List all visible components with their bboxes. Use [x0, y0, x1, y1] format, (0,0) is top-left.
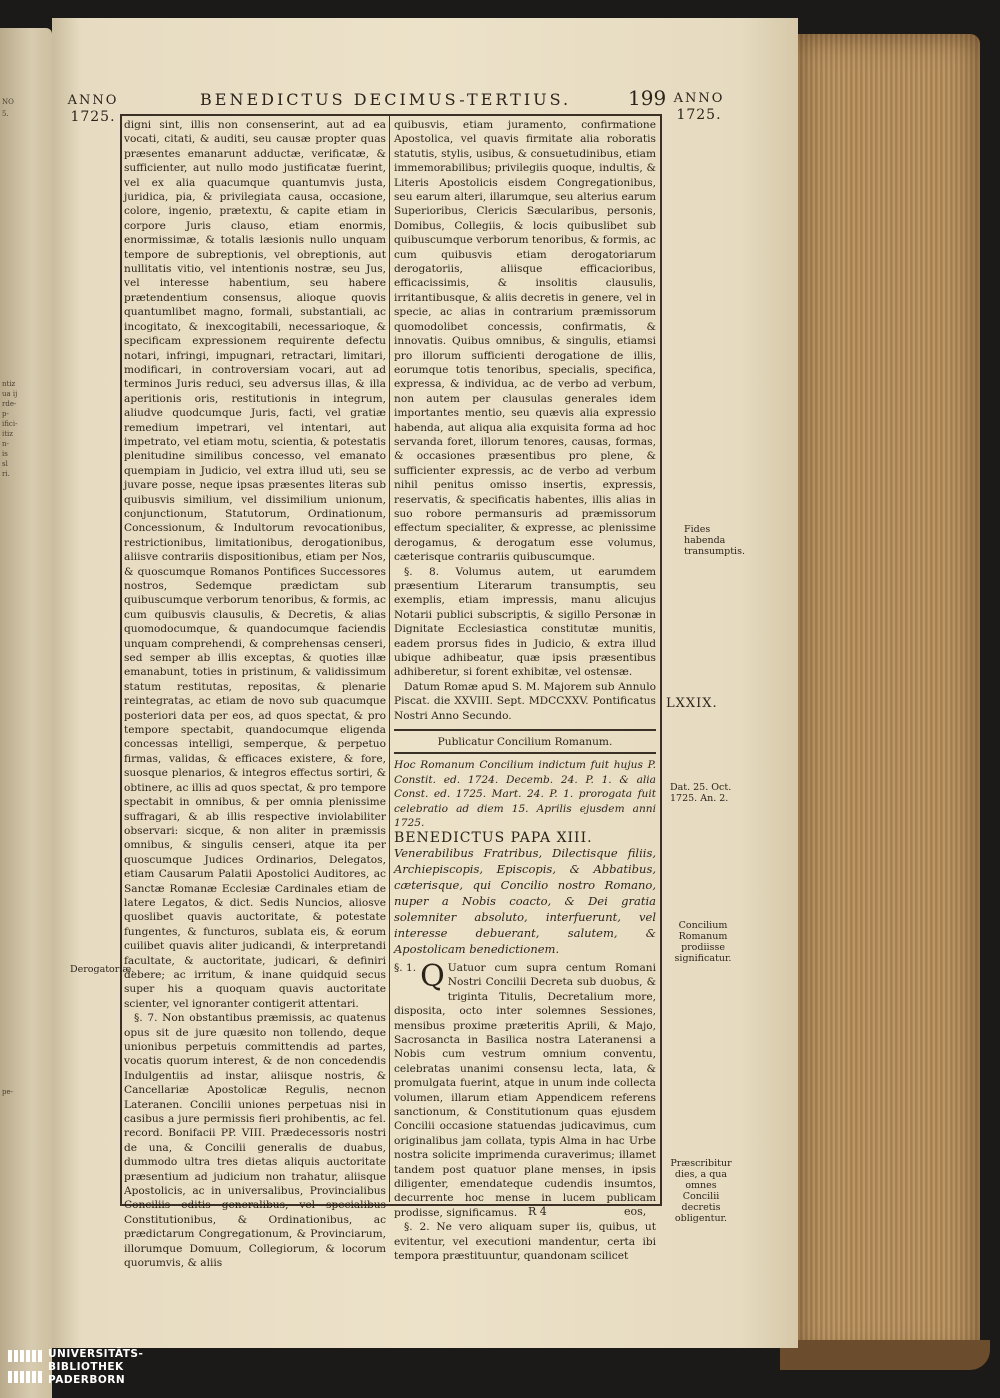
running-head-right	[668, 90, 730, 124]
margin-note-praescribitur: Præscribitur dies, a qua omnes Concilii decretis obligentur.	[670, 1158, 732, 1224]
prev-page-fragment: pe-	[2, 1088, 13, 1096]
page-number: 199	[628, 86, 667, 110]
salutation: Venerabilibus Fratribus, Dilectisque filiis, Archiepiscopis, Episcopis, & Abbatibus, cæterisque, qui Concilio nostro Romano, nuper a Nobis coacto, & Dei gratia solemniter absoluto, interfuerunt, vel interesse debuerant, salutem, & Apostolicam benedictionem.	[394, 845, 656, 956]
prev-page-fragment: n-	[2, 440, 9, 448]
anno-label: ANNO	[673, 91, 725, 106]
previous-page-edge	[0, 28, 52, 1398]
anno-year: 1725.	[70, 109, 116, 125]
section-rule	[394, 729, 656, 731]
running-title: BENEDICTUS DECIMUS-TERTIUS.	[200, 90, 572, 109]
logo-line: UNIVERSITÄTS-	[48, 1348, 144, 1360]
left-column	[124, 118, 386, 1270]
section-7-text: §. 7. Non obstantibus præmissis, ac quatenus opus sit de jure quæsito non tollendo, deque unionibus perpetuis committendis ad partes, vocatis quorum interest, & de non concedendis Indulgentiis ad instar, aliisque nostris, & Cancellariæ Apostolicæ Regulis, necnon Lateranen. Concilii uniones perpetuas nisi in casibus a jure permissis fieri prohibentis, ac fel. record. Bonifacii PP. VIII. Prædecessoris nostri de una, & Concilii generalis de duabus, dummodo ultra tres dietas aliquis auctoritate præsentium ad judicium non trahatur, aliisque Apostolicis, ac in universalibus, Provincialibus Conciliis editis generalibus, vel specialibus Constitutionibus, & Ordinationibus, ac prædictarum Congregationum, & Provinciarum, illorumque Domuum, Collegiorum, & locorum quorumvis, & aliis	[124, 1012, 386, 1270]
library-logo	[8, 1346, 188, 1394]
book-cover-corner	[780, 1340, 990, 1370]
margin-number-lxxix: LXXIX.	[666, 696, 718, 711]
publicatur-heading: Publicatur Concilium Romanum.	[437, 736, 613, 749]
margin-note-fides: Fides habenda transumptis.	[684, 524, 745, 557]
section-2-text: §. 2. Ne vero aliquam super iis, quibus, ut evitentur, vel executioni mandentur, certa ibi tempora præstituuntur, quandonam scilicet	[394, 1221, 656, 1263]
book-fore-edge	[796, 34, 980, 1360]
catchword: eos,	[624, 1205, 647, 1218]
logo-line: PADERBORN	[48, 1374, 126, 1386]
section-1	[394, 958, 656, 1220]
section-rule	[394, 752, 656, 754]
section-1-text: Uatuor cum supra centum Romani Nostri Concilii Decreta sub duobus, & triginta Titulis, Decretalium more, disposita, octo inter solemnes Sessiones, mensibus proxime præteritis Aprili, & Majo, Sacrosancta in Basilica nostra Lateranensi a Nobis cum vestrum omnium conventu, celebratas unanimi consensu lecta, lata, & promulgata fuerint, atque in unum inde collecta volumen, illarum etiam Appendicem referens sanctionum, & Constitutionum quas ejusdem Concilii occasione statuendas judicavimus, cum originalibus jam collata, typis Alma in hac Urbe nostra solicite imprimenda curaverimus; illamet tandem post quatuor plane menses, in ipsis diligenter, emendateque cudendis insumtos, decurrente hoc mense in lucem publicam prodisse, significamus.	[394, 961, 656, 1219]
prev-page-fragment: ntiz	[2, 380, 16, 388]
margin-note-date: Dat. 25. Oct. 1725. An. 2.	[670, 782, 732, 804]
logo-line: BIBLIOTHEK	[48, 1361, 124, 1373]
library-logo-text	[48, 1348, 143, 1387]
right-column-text: quibusvis, etiam juramento, confirmatione Apostolica, vel quavis firmitate alia roboratis statutis, stylis, usibus, & consuetudinibus, etiam immemorabilibus; privilegiis quoque, indultis, & Literis Apostolicis eisdem Congregationibus, seu earum alteri, illarumque, seu alterius earum Superioribus, Clericis Sæcularibus, personis, Domibus, Collegiis, & locis quibuslibet sub quibuscumque verborum tenoribus, & formis, ac cum quibusvis etiam derogatoriarum derogatoriis, aliisque efficacioribus, efficacissimis, & insolitis clausulis, irritantibusque, & aliis decretis in genere, vel in specie, ac alias in contrarium præmissorum quomodolibet concessis, confirmatis, & innovatis. Quibus omnibus, & singulis, etiamsi pro illorum sufficienti derogatione de illis, eorumque totis tenoribus, specialis, specifica, expressa, & individua, ac de verbo ad verbum, non autem per clausulas generales idem importantes mentio, seu quævis alia expressio habenda, aut aliqua alia exquisita forma ad hoc servanda foret, illorum tenores, causas, formas, & occasiones præsentibus pro plene, & sufficienter expressis, ac de verbo ad verbum nihil penitus omisso insertis, expressis, reservatis, & specificatis habentes, illis alias in suo robore permansuris ad præmissorum effectum specialiter, & expresse, ac plenissime derogamus, & derogatum esse volumus, cæterisque contrariis quibuscumque.	[394, 119, 656, 564]
prev-page-fragment: rde-	[2, 400, 17, 408]
prev-page-fragment: p-	[2, 410, 9, 418]
prev-page-fragment: NO	[2, 98, 14, 106]
library-logo-icon	[8, 1350, 42, 1390]
anno-label: ANNO	[67, 93, 119, 108]
prev-page-fragment: ifici-	[2, 420, 18, 428]
prev-page-fragment: sl	[2, 460, 8, 468]
section-8-text: §. 8. Volumus autem, ut earumdem præsentium Literarum transumptis, seu exemplis, etiam impressis, manu alicujus Notarii publici subscriptis, & sigillo Personæ in Dignitate Ecclesiastica constitutæ munitis, eadem prorsus fides in Judicio, & extra illud ubique adhibeatur, quæ ipsis præsentibus adhiberetur, si forent exhibitæ, vel ostensæ.	[394, 565, 656, 679]
margin-note-concilium: Concilium Romanum prodiisse significatur.	[674, 920, 732, 964]
hoc-note: Hoc Romanum Concilium indictum fuit hujus P. Constit. ed. 1724. Decemb. 24. P. 1. & alia Const. ed. 1725. Mart. 24. P. 1. prorogata fuit celebratio ad diem 15. Aprilis ejusdem anni 1725.	[394, 759, 656, 830]
margin-note-derogatoriae: Derogatoriæ.	[70, 964, 135, 975]
running-head-left	[62, 92, 124, 126]
pope-heading: BENEDICTUS PAPA XIII.	[394, 829, 593, 846]
prev-page-fragment: ri.	[2, 470, 10, 478]
prev-page-fragment: itiz	[2, 430, 13, 438]
datum-text: Datum Romæ apud S. M. Majorem sub Annulo Piscat. die XXVIII. Sept. MDCCXXV. Pontificatus Nostri Anno Secundo.	[394, 680, 656, 722]
prev-page-fragment: 5.	[2, 110, 9, 118]
section-1-label: §. 1.	[394, 961, 417, 974]
prev-page-fragment: is	[2, 450, 8, 458]
anno-year: 1725.	[676, 107, 722, 123]
signature-mark: R 4	[528, 1205, 547, 1218]
left-column-text: digni sint, illis non consenserint, aut ad ea vocati, citati, & auditi, seu causæ propter quas præsentes emanarunt adductæ, verificatæ, & sufficienter, aut nullo modo justificatæ fuerint, vel ex alia quacumque quantumvis justa, juridica, pia, & privilegiata causa, occasione, colore, ingenio, prætextu, & capite etiam in corpore Juris clauso, etiam enormis, enormissimæ, & totalis læsionis nullo unquam tempore de subreptionis, vel obreptionis, aut nullitatis vitio, vel intentionis nostræ, seu Jus, vel interesse habentium, seu habere prætendentium consensus, alioque quovis quantumlibet magno, formali, substantiali, ac incogitato, & inexcogitabili, necessarioque, & specificam expressionem requirente defectu notari, infringi, impugnari, retractari, limitari, modificari, in controversiam vocari, aut ad terminos Juris reduci, seu adversus illas, & illa aperitionis oris, restitutionis in integrum, aliudve quodcumque Juris, facti, vel gratiæ remedium impetrari, vel intentari, aut impetrato, vel etiam motu, scientia, & potestatis plenitudine similibus concesso, vel emanato quempiam in Judicio, vel extra illud uti, seu se juvare posse, neque ipsas præsentes literas sub quibusvis similium, vel dissimilium unionum, conjunctionum, Statutorum, Ordinationum, Concessionum, & Indultorum revocationibus, restrictionibus, limitationibus, derogationibus, aliisve contrariis dispositionibus, etiam per Nos, & quoscumque Romanos Pontifices Successores nostros, Sedemque prædictam sub quibuscumque verborum tenoribus, & formis, ac cum quibusvis clausulis, & Decretis, & alias quomodocumque, & quandocumque faciendis unquam comprehendi, & comprehensas censeri, sed semper ab illis exceptas, & quoties illæ emanabunt, toties in pristinum, & validissimum statum restitutas, repositas, & plenarie reintegratas, ac etiam de novo sub quacumque posteriori data per eos, ad quos spectat, & pro tempore spectabit, quandocumque eligenda concessas intelligi, semperque, & perpetuo firmas, validas, & efficaces existere, & fore, suosque plenarios, & integros effectus sortiri, & obtinere, ac illis ad quos spectat, & pro tempore spectabit in omnibus, & per omnia plenissime suffragari, & ab illis respective inviolabiliter observari: sicque, & non aliter in præmissis omnibus, & singulis censeri, atque ita per quoscumque Judices Ordinarios, Delegatos, etiam Causarum Palatii Apostolici Auditores, ac Sanctæ Romanæ Ecclesiæ Cardinales etiam de latere Legatos, & dict. Sedis Nuncios, aliosve quoslibet quavis auctoritate, & potestate fungentes, & functuros, sublata eis, & eorum cuilibet quavis aliter judicandi, & interpretandi facultate, & auctoritate, judicari, & definiri debere; ac irritum, & inane quidquid secus super his a quoquam quavis auctoritate scienter, vel ignoranter contigerit attentari.	[124, 119, 386, 1010]
column-divider	[389, 116, 390, 1202]
prev-page-fragment: ua ij	[2, 390, 18, 398]
drop-cap: Q	[420, 958, 445, 994]
